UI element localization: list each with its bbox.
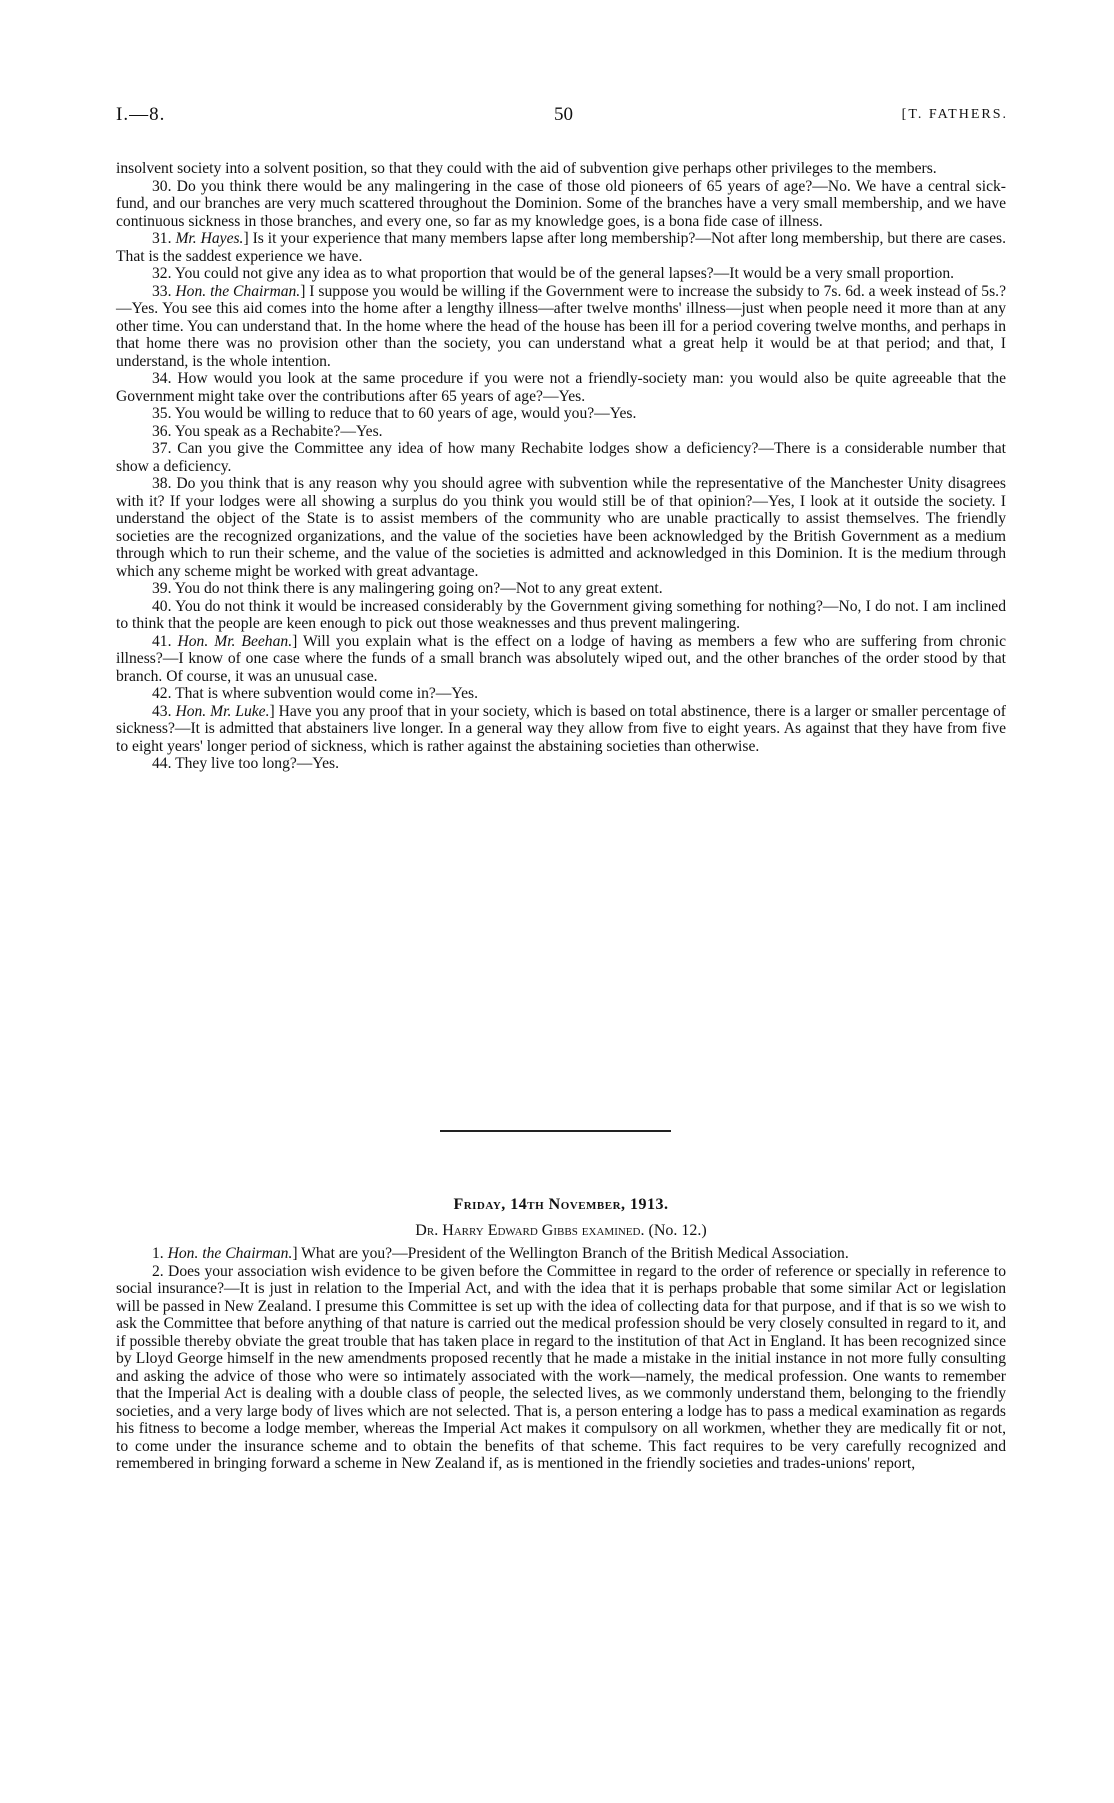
section-divider (440, 1130, 671, 1132)
question-number: 31. (152, 230, 172, 247)
speaker-name: Hon. Mr. Luke. (175, 702, 270, 720)
question-text: ] Is it your experience that many members lapse after long membership?—Not after long membership, but there are cases. That is the saddest experience we have. (116, 230, 1007, 265)
question-number: 43. (152, 702, 172, 720)
question-31 (116, 230, 1006, 265)
paper-reference: I.—8. (116, 104, 166, 125)
question-41 (116, 633, 1006, 686)
evidence-text (116, 160, 1006, 773)
question-text: ] What are you?—President of the Wellington Branch of the British Medical Association. (292, 1245, 849, 1262)
question-44: 44. They live too long?—Yes. (152, 755, 339, 772)
question-35: 35. You would be willing to reduce that to 60 years of age, would you?—Yes. (152, 405, 637, 422)
question-number: 41. (152, 632, 172, 650)
speaker-name: Mr. Hayes. (175, 230, 244, 247)
session-date-heading (116, 1196, 1006, 1214)
speaker-name: Hon. Mr. Beehan. (177, 632, 293, 650)
question-32: 32. You could not give any idea as to what proportion that would be of the general lapses?—It would be a very small proportion. (152, 265, 955, 282)
question-34: 34. How would you look at the same procedure if you were not a friendly-society man: you would also be quite agreeable that the Government might take over the contributions after 65 years of age?—Yes. (116, 370, 1006, 405)
question-1 (116, 1245, 1006, 1263)
witness-name: [T. FATHERS. (901, 107, 1008, 122)
question-text: ] I suppose you would be willing if the Government were to increase the subsidy to 7s. 6d. a week instead of 5s.?—Yes. You see this aid comes into the home after a lengthy illness—after twelve months' illness—just when people need it more than at any other time. You can understand that. In the home where the head of the house has been ill for a period covering twelve months, and perhaps in that home there was no provision other than the society, you can understand what a great help it would be at that period; and that, I understand, is the whole intention. (116, 282, 1006, 370)
question-40: 40. You do not think it would be increased considerably by the Government giving something for nothing?—No, I do not. I am inclined to think that the people are keen enough to pick out those weaknesses and thus prevent malingering. (116, 597, 1006, 632)
page-number: 50 (554, 104, 573, 125)
question-text: ] Will you explain what is the effect on a lodge of having as members a few who are suffering from chronic illness?—I know of one case where the funds of a small branch was absolutely wiped out, and the other branches of the order stood by that branch. Of course, it was an unusual case. (116, 632, 1006, 685)
running-header (114, 104, 1008, 132)
question-36: 36. You speak as a Rechabite?—Yes. (152, 422, 383, 440)
speaker-name: Hon. the Chairman. (175, 282, 301, 300)
witness-examined: Dr. Harry Edward Gibbs examined. (415, 1221, 645, 1239)
question-43 (116, 703, 1006, 756)
session-date: Friday, 14th November, 1913. (453, 1196, 669, 1213)
question-37: 37. Can you give the Committee any idea of how many Rechabite lodges show a deficiency?—There is a considerable number that show a deficiency. (116, 440, 1006, 475)
new-witness-section (116, 1196, 1006, 1473)
witness-heading (116, 1222, 1006, 1240)
question-39: 39. You do not think there is any malingering going on?—Not to any great extent. (152, 580, 663, 597)
question-38: 38. Do you think that is any reason why you should agree with subvention while the representative of the Manchester Unity disagrees with it? If your lodges were all showing a surplus do you think you would still be of that opinion?—Yes, I look at it outside the society. I understand the object of the State is to assist members of the community who are unable practically to assist themselves. The friendly societies are the recognized organizations, and the value of the societies have been acknowledged by the British Government as a medium through which to run their scheme, and the value of the societies is admitted and acknowledged in this Dominion. It is the medium through which any scheme might be worked with great advantage. (116, 475, 1006, 580)
question-30: 30. Do you think there would be any malingering in the case of those old pioneers of 65 years of age?—No. We have a central sick-fund, and our branches are very much scattered throughout the Dominion. Some of the branches have a very small membership, and we have continuous sickness in those branches, and every one, so far as my knowledge goes, is a bona fide case of illness. (116, 177, 1006, 230)
speaker-name: Hon. the Chairman. (167, 1245, 293, 1262)
question-33 (116, 283, 1006, 371)
witness-number: (No. 12.) (648, 1221, 707, 1239)
continuation-paragraph: insolvent society into a solvent position, so that they could with the aid of subvention give perhaps other privileges to the members. (116, 160, 937, 177)
question-number: 33. (152, 282, 172, 300)
question-42: 42. That is where subvention would come in?—Yes. (152, 685, 478, 702)
question-number: 1. (152, 1245, 164, 1262)
question-2: 2. Does your association wish evidence to be given before the Committee in regard to the order of reference or specially in reference to social insurance?—It is just in relation to the Imperial Act, and with the idea that it is perhaps probable that some similar Act or legislation will be passed in New Zealand. I presume this Committee is set up with the idea of collecting data for that purpose, and if that is so we wish to ask the Committee that before anything of that nature is carried out the medical profession should be very closely consulted in regard to it, and if possible thereby obviate the great trouble that has taken place in regard to the institution of that Act in England. It has been recognized since by Lloyd George himself in the new amendments proposed recently that he made a mistake in the initial instance in not more fully consulting and asking the advice of those who were so intimately associated with the work—namely, the medical profession. One wants to remember that the Imperial Act is dealing with a double class of people, the selected lives, as we commonly understand them, belonging to the friendly societies, and a very large body of lives which are not selected. That is, a person entering a lodge has to pass a medical examination as regards his fitness to become a lodge member, whereas the Imperial Act makes it compulsory on all workmen, whether they are medically fit or not, to come under the insurance scheme and to obtain the benefits of that scheme. This fact requires to be very carefully recognized and remembered in bringing forward a scheme in New Zealand if, as is mentioned in the friendly societies and trades-unions' report, (116, 1262, 1006, 1472)
question-text: ] Have you any proof that in your society, which is based on total abstinence, there is a larger or smaller percentage of sickness?—It is admitted that abstainers live longer. In a general way they allow from five to eight years. As against that they have from five to eight years' longer period of sickness, which is rather against the abstaining societies than otherwise. (116, 702, 1006, 755)
